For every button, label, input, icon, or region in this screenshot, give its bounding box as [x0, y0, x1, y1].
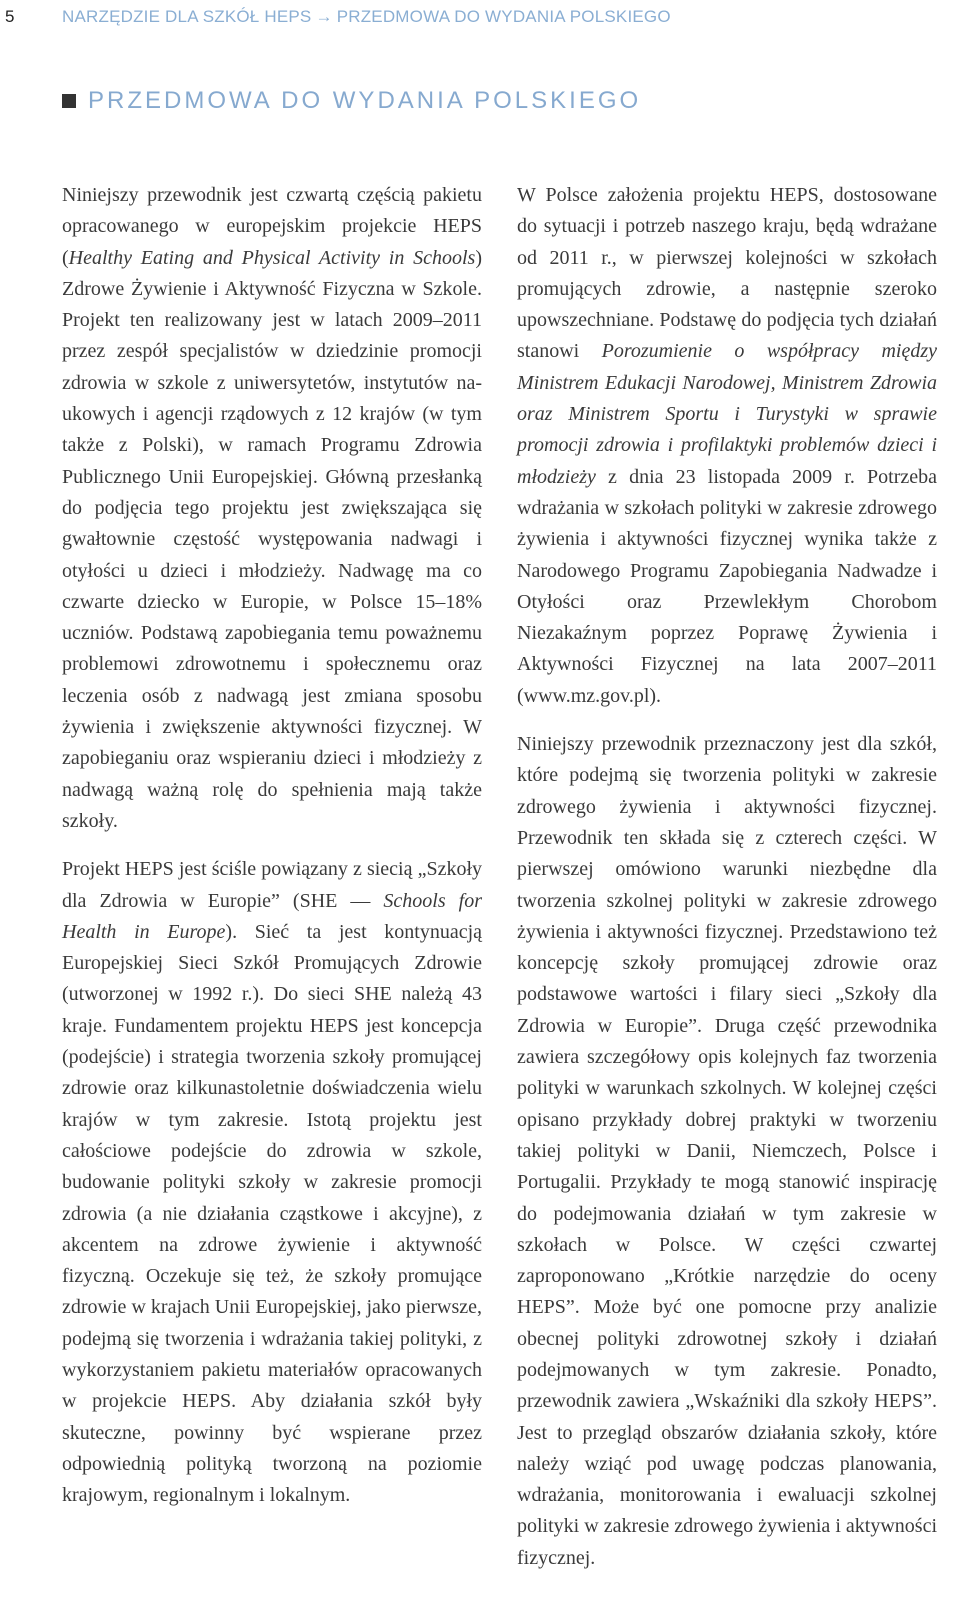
italic-project-name: Healthy Eating and Physical Activity in Schools [68, 246, 476, 269]
page-number: 5 [5, 7, 15, 26]
square-bullet-icon [62, 94, 76, 108]
paragraph-text: ) Zdrowe Żywienie i Aktywność Fizyczna w Szkole. Projekt ten realizowany jest w latach 2009–2011 przez zespół specjalistów w dziedzinie promocji zdrowia w szkole z uniwersytetów, instytutów naukowych i agencji rządowych z 12 krajów (w tym także z Polski), w ramach Programu Zdrowia Publicznego Unii Europejskiej. Główną przesłanką do podjęcia tego projektu jest zwiększająca się gwałtownie częstość występowania nadwagi i otyłości u dzieci i młodzieży. Nadwagę ma co czwarte dziecko w Europie, w Polsce 15–18% uczniów. Podstawą zapobiegania temu poważnemu problemowi zdrowotnemu i społecznemu oraz leczenia osób z nadwagą jest zmiana sposobu żywienia i zwiększenie aktywności fizycznej. W zapobieganiu oraz wspieraniu dzieci i młodzieży z nadwagą ważną rolę do spełnienia mają także szkoły. [62, 246, 482, 832]
paragraph-text: W Polsce założenia projektu HEPS, dostosowane do sytuacji i potrzeb naszego kraju, będą wdrażane od 2011 r., w pierwszej kolejności w szkołach promujących zdrowie, a następnie szeroko upowszechniane. Podstawę do podjęcia tych działań stanowi [517, 184, 937, 363]
left-column [62, 180, 482, 1511]
italic-agreement-title: Porozumienie o współpracy między Ministrem Edukacji Narodowej, Ministrem Zdrowia oraz Ministrem Sportu i Turystyki w sprawie promocji zdrowia i profilaktyki problemów dzieci i młodzieży [517, 340, 937, 488]
running-header [0, 3, 960, 31]
section-heading [62, 84, 641, 118]
arrow-right-icon: → [315, 7, 333, 26]
section-title: PRZEDMOWA DO WYDANIA POLSKIEGO [88, 87, 642, 114]
paragraph-text: z dnia 23 listopada 2009 r. Potrzeba wdrażania w szkołach polityki w zakresie zdrowego żywienia i aktywności fizycznej wynika także z Narodowego Programu Zapobiegania Nadwadze i Otyłości oraz Przewlekłym Chorobom Niezakaźnym poprzez Poprawę Żywienia i Aktywności Fizycznej na lata 2007–2011 (www.mz.gov.pl). [517, 465, 937, 707]
paragraph-poland [517, 180, 937, 712]
right-column [517, 180, 937, 1574]
paragraph-text: ). Sieć ta jest kontynuacją Europejskiej Sieci Szkół Promujących Zdrowie (utworzonej w 1992 r.). Do sieci SHE należą 43 kraje. Fundamentem projektu HEPS jest koncepcja (podejście) i strategia tworzenia szkoły promującej zdrowie oraz kilkunastoletnie doświadczenia wielu krajów w tym zakresie. Istotą projektu jest całościowe podejście do zdrowia w szkole, budowanie polityki szkoły w zakresie promocji zdrowia (a nie działania cząstkowe i akcyjne), z akcentem na zdrowe żywienie i aktywność fizyczną. Oczekuje się też, że szkoły promujące zdrowie w krajach Unii Europejskiej, jako pierwsze, podejmą się tworzenia i wdrażania takiej polityki, z wykorzystaniem pakietu materiałów opracowanych w projekcie HEPS. Aby działania szkół były skuteczne, powinny być wspierane przez odpowiednią polityką tworzoną na poziomie krajowym, regionalnym i lokalnym. [62, 920, 483, 1507]
paragraph-text: Niniejszy przewodnik jest czwartą częścią pakietu opracowanego w europejskim projekcie HEPS ( [62, 184, 482, 269]
running-title-part2: PRZEDMOWA DO WYDANIA POLSKIEGO [336, 7, 671, 26]
italic-network-name: Schools for Health in Europe [62, 889, 483, 943]
paragraph-she-network [62, 854, 482, 1511]
paragraph-guide-overview: Niniejszy przewodnik przeznaczony jest dla szkół, które podejmą się tworzenia polityki w zakresie zdrowego żywienia i aktywności fizycznej. Przewodnik ten składa się z czterech części. W pierwszej omówiono warunki niezbędne dla tworzenia szkolnej polityki w zakresie zdrowego żywienia i aktywności fizycznej. Przedstawiono też koncepcję szkoły promującej zdrowie oraz podstawowe wartości i filary sieci „Szkoły dla Zdrowia w Europie”. Druga część przewodnika zawiera szczegółowy opis kolejnych faz tworzenia polityki w warunkach szkolnych. W kolejnej części opisano przykłady dobrej praktyki w tworzeniu takiej polityki w Danii, Niemczech, Polsce i Portugalii. Przykłady te mogą stanowić inspirację do podejmowania działań w tym zakresie w szkołach w Polsce. W części czwartej zaproponowano „Krótkie narzędzie do oceny HEPS”. Może być one pomocne przy analizie obecnej polityki zdrowotnej szkoły i działań podejmowanych w tym zakresie. Ponadto, przewodnik zawiera „Wskaźniki dla szkoły HEPS”. Jest to przegląd obszarów działania szkoły, które należy wziąć pod uwagę podczas planowania, wdrażania, monitorowania i ewaluacji szkolnej polityki w zakresie zdrowego żywienia i aktywności fizycznej. [517, 733, 937, 1569]
running-title-part1: NARZĘDZIE DLA SZKÓŁ HEPS [62, 7, 312, 26]
paragraph-text: Projekt HEPS jest ściśle powiązany z siecią „Szkoły dla Zdrowia w Europie” (SHE — [62, 858, 482, 912]
running-title [62, 3, 671, 31]
paragraph-intro [62, 180, 482, 837]
